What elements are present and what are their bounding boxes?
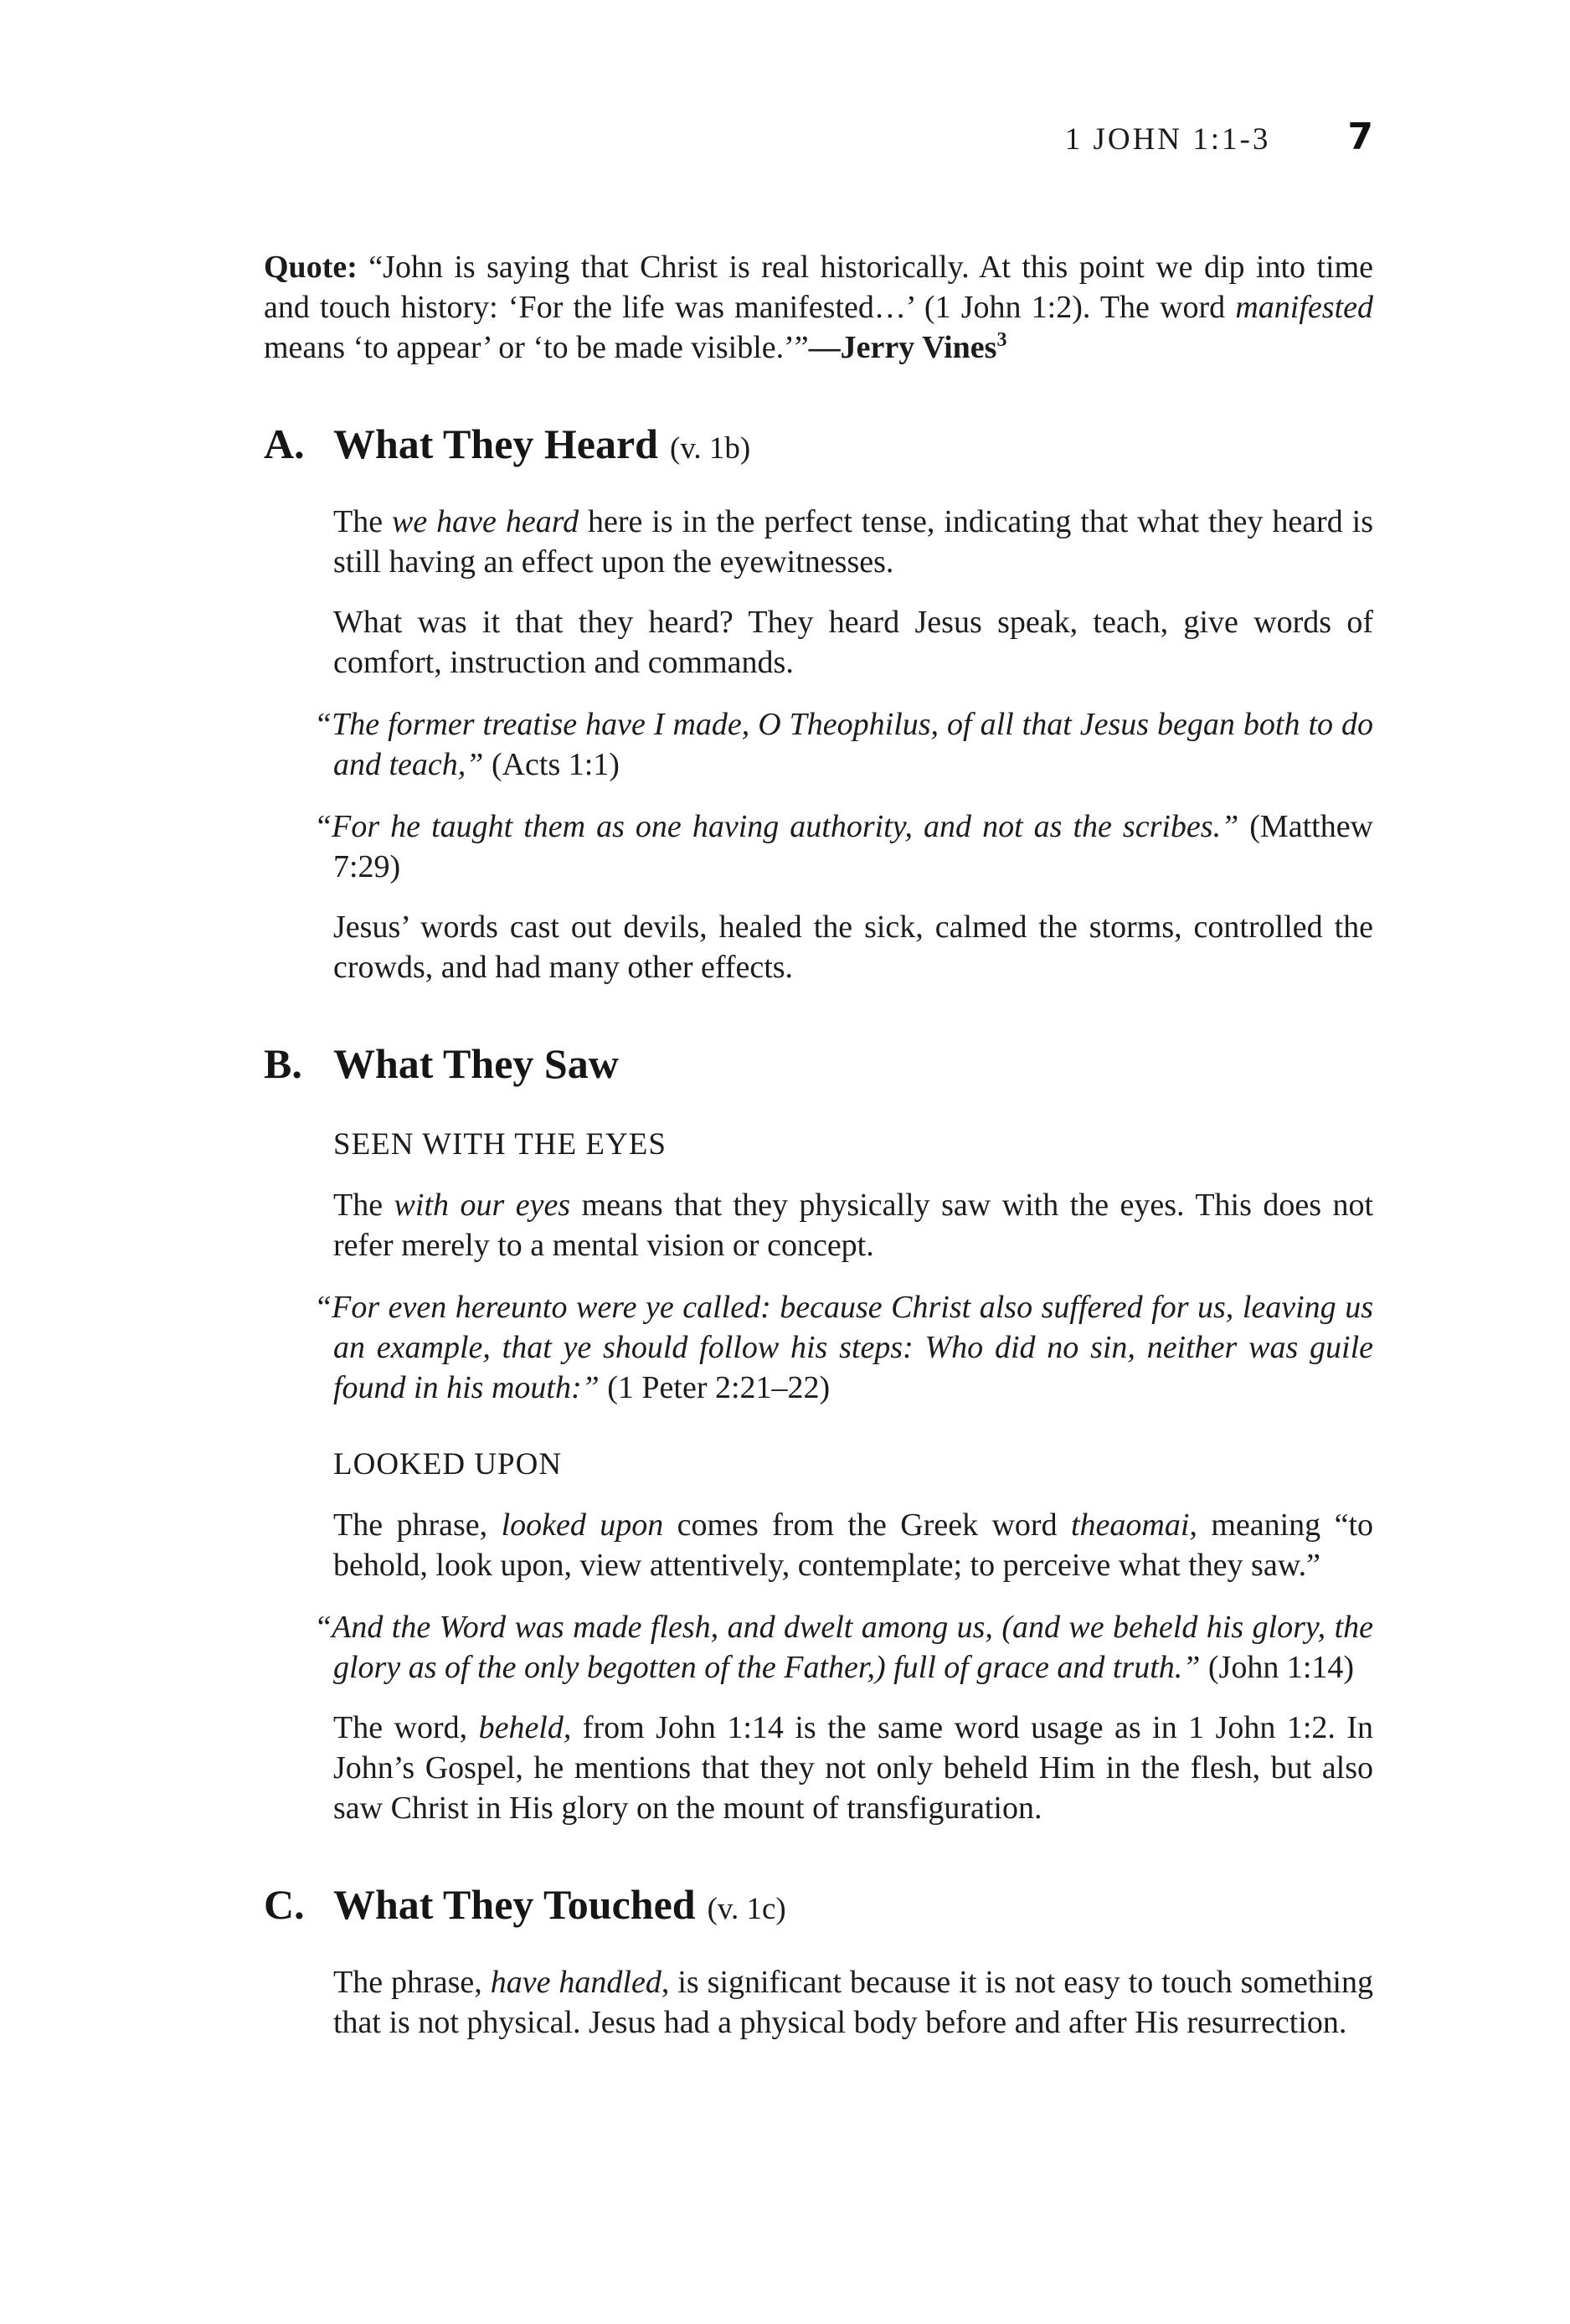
heading-title: What They Touched <box>333 1881 696 1928</box>
page-number: 7 <box>1347 116 1373 158</box>
text-segment: The <box>333 504 393 539</box>
section-heading-c <box>264 1880 1373 1934</box>
text-segment: —Jerry Vines <box>808 330 997 365</box>
scripture-quote <box>314 704 1373 785</box>
text-segment: “And the Word was made flesh, and dwelt among us, (and we beheld his glory, the glory as of the only begotten of the Father,) full of grace and truth.” <box>314 1610 1373 1685</box>
text-segment: means that they physically saw with the eyes. This does not refer merely to a mental vision or concept. <box>333 1188 1374 1263</box>
text-segment: (Matthew 7:29) <box>333 809 1373 884</box>
text-segment: theaomai, <box>1070 1507 1197 1543</box>
text-segment: from John 1:14 is the same word usage as in 1 John 1:2. In John’s Gospel, he mentions that they not only beheld Him in the flesh, but also saw Christ in His glory on the mount of transfiguration. <box>333 1710 1373 1826</box>
subhead: LOOKED UPON <box>333 1447 563 1481</box>
text-segment: manifested <box>1235 290 1373 325</box>
text-segment: (1 Peter 2:21–22) <box>599 1370 831 1405</box>
text-segment: What was it that they heard? They heard Jesus speak, teach, give words of comfort, instruction and commands. <box>333 605 1373 680</box>
heading-verse-suffix: (v. 1c) <box>707 1892 786 1926</box>
text-segment: comes from the Greek word <box>663 1507 1071 1543</box>
heading-title: What They Heard <box>333 420 658 467</box>
scripture-quote <box>314 1287 1373 1408</box>
paragraph <box>333 1962 1373 2043</box>
text-segment: The <box>333 1188 394 1223</box>
heading-letter: B. <box>264 1040 302 1087</box>
paragraph <box>333 1505 1373 1585</box>
text-segment: with our eyes <box>394 1188 571 1223</box>
text-segment: Jesus’ words cast out devils, healed the sick, calmed the storms, controlled the crowds, and had many other effects. <box>333 910 1373 985</box>
running-header <box>264 117 1373 160</box>
heading-text <box>333 1880 786 1934</box>
text-segment: “For even hereunto were ye called: because Christ also suffered for us, leaving us an example, that ye should follow his steps: Who did no sin, neither was guile found in his mouth:” <box>314 1290 1373 1405</box>
heading-verse-suffix: (v. 1b) <box>670 431 751 466</box>
text-segment: here is in the perfect tense, indicating that what they heard is still having an effect upon the eyewitnesses. <box>333 504 1373 580</box>
text-segment: meaning “to behold, look upon, view attentively, contemplate; to perceive what they saw.” <box>333 1507 1373 1583</box>
footnote-marker: 3 <box>996 329 1007 351</box>
text-segment: looked upon <box>501 1507 664 1543</box>
text-segment: we have heard <box>392 504 579 539</box>
heading-letter: A. <box>264 420 305 467</box>
text-segment: means ‘to appear’ or ‘to be made visible.’” <box>264 330 809 365</box>
paragraph <box>333 1185 1373 1265</box>
section-heading-a <box>264 420 1373 473</box>
text-segment: The phrase, <box>333 1965 491 2000</box>
subhead: SEEN WITH THE EYES <box>333 1127 667 1162</box>
paragraph <box>333 502 1373 582</box>
paragraph <box>333 907 1373 987</box>
paragraph <box>333 602 1373 683</box>
text-segment: The word, <box>333 1710 479 1745</box>
running-title: 1 JOHN 1:1-3 <box>1064 122 1271 157</box>
text-segment: “John is saying that Christ is real historically. At this point we dip into time and touch history: ‘For the life was manifested…’ (1 John 1:2). The word <box>264 250 1373 325</box>
paragraph <box>264 247 1373 368</box>
heading-title: What They Saw <box>333 1040 619 1087</box>
document-body <box>264 247 1373 2043</box>
scripture-quote <box>314 806 1373 887</box>
text-segment: have handled <box>490 1965 661 2000</box>
text-segment: , is significant because it is not easy to touch something that is not physical. Jesus had a physical body before and after His resurrection. <box>333 1965 1373 2040</box>
section-heading-b <box>264 1039 1373 1088</box>
text-segment: beheld, <box>478 1710 572 1745</box>
text-segment: The phrase, <box>333 1507 502 1543</box>
text-segment: (John 1:14) <box>1200 1650 1355 1685</box>
text-segment: Quote: <box>264 250 358 285</box>
text-segment: “The former treatise have I made, O Theophilus, of all that Jesus began both to do and teach,” <box>314 707 1373 782</box>
heading-letter: C. <box>264 1881 305 1928</box>
text-segment: “For he taught them as one having authority, and not as the scribes.” <box>314 809 1239 844</box>
text-segment: (Acts 1:1) <box>483 747 620 782</box>
heading-text <box>333 420 750 473</box>
paragraph <box>333 1708 1373 1828</box>
scripture-quote <box>314 1607 1373 1688</box>
heading-text <box>333 1039 619 1088</box>
